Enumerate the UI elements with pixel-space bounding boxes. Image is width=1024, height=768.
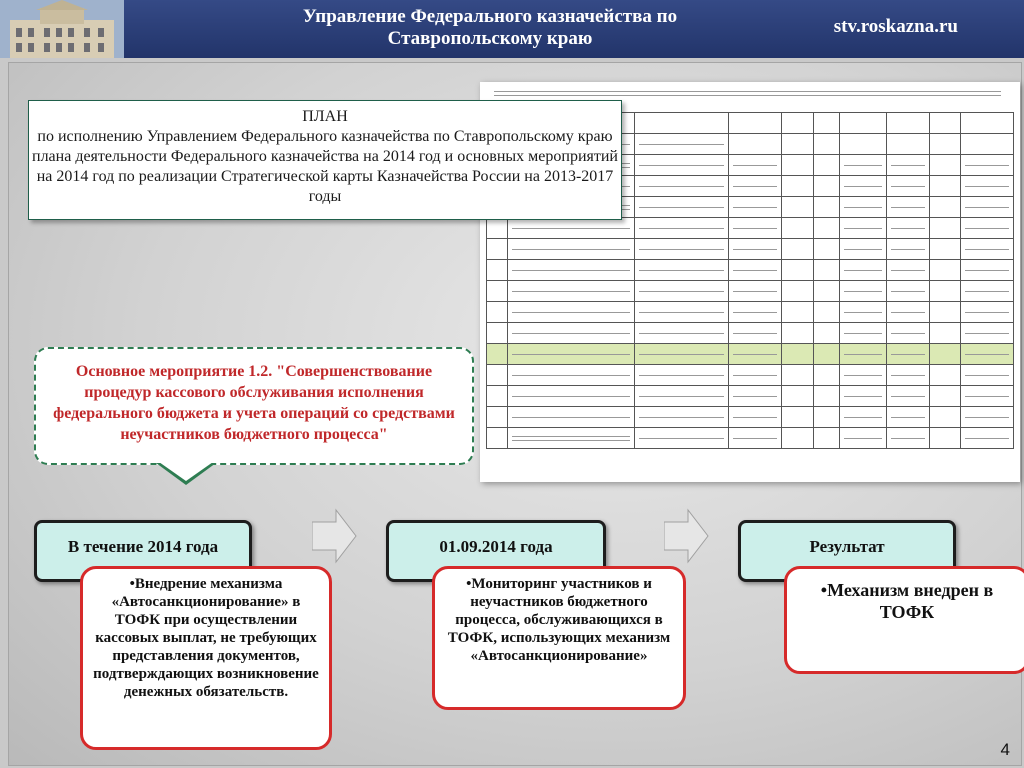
site-url[interactable]: stv.roskazna.ru [833,16,958,37]
arrow-right-icon [312,508,358,564]
plan-text: по исполнению Управлением Федерального казначейства по Ставропольскому краю плана деятельности Федерального казначейства на 2014 год и основных мероприятий на 2014 год по реализации Стратегической карты Казначейства России на 2013-2017 годы [32,128,618,205]
stage-description-date [432,566,686,710]
stage-label: 01.09.2014 года [439,537,553,556]
page-number: 4 [1000,740,1010,759]
event-callout [34,347,474,465]
header-title-line1: Управление Федерального казначейства по [302,6,678,27]
plan-heading: ПЛАН [302,108,348,125]
stage-label: Результат [809,537,885,556]
arrow-right-icon [664,508,710,564]
plan-box [28,100,622,220]
header-bar [0,0,1024,58]
stage-description-text: •Мониторинг участников и неучастников бюджетного процесса, обслуживающихся в ТОФК, использующих механизм «Автосанкционирование» [447,576,671,664]
stage-label: В течение 2014 года [67,537,219,556]
building-photo [0,0,124,58]
header-title-line2: Ставропольскому краю [387,28,593,49]
stage-description-text: •Механизм внедрен в ТОФК [820,580,994,622]
stage-description-2014 [80,566,332,750]
event-text: Основное мероприятие 1.2. "Совершенствование процедур кассового обслуживания исполнения федерального бюджета и учета операций со средствами неучастников бюджетного процесса" [53,363,455,443]
stage-description-text: •Внедрение механизма «Автосанкционирование» в ТОФК при осуществлении кассовых выплат, не требующих представления документов, подтверждающих возникновение денежных обязательств. [93,576,319,700]
header-title [230,6,750,50]
stage-description-result [784,566,1024,674]
